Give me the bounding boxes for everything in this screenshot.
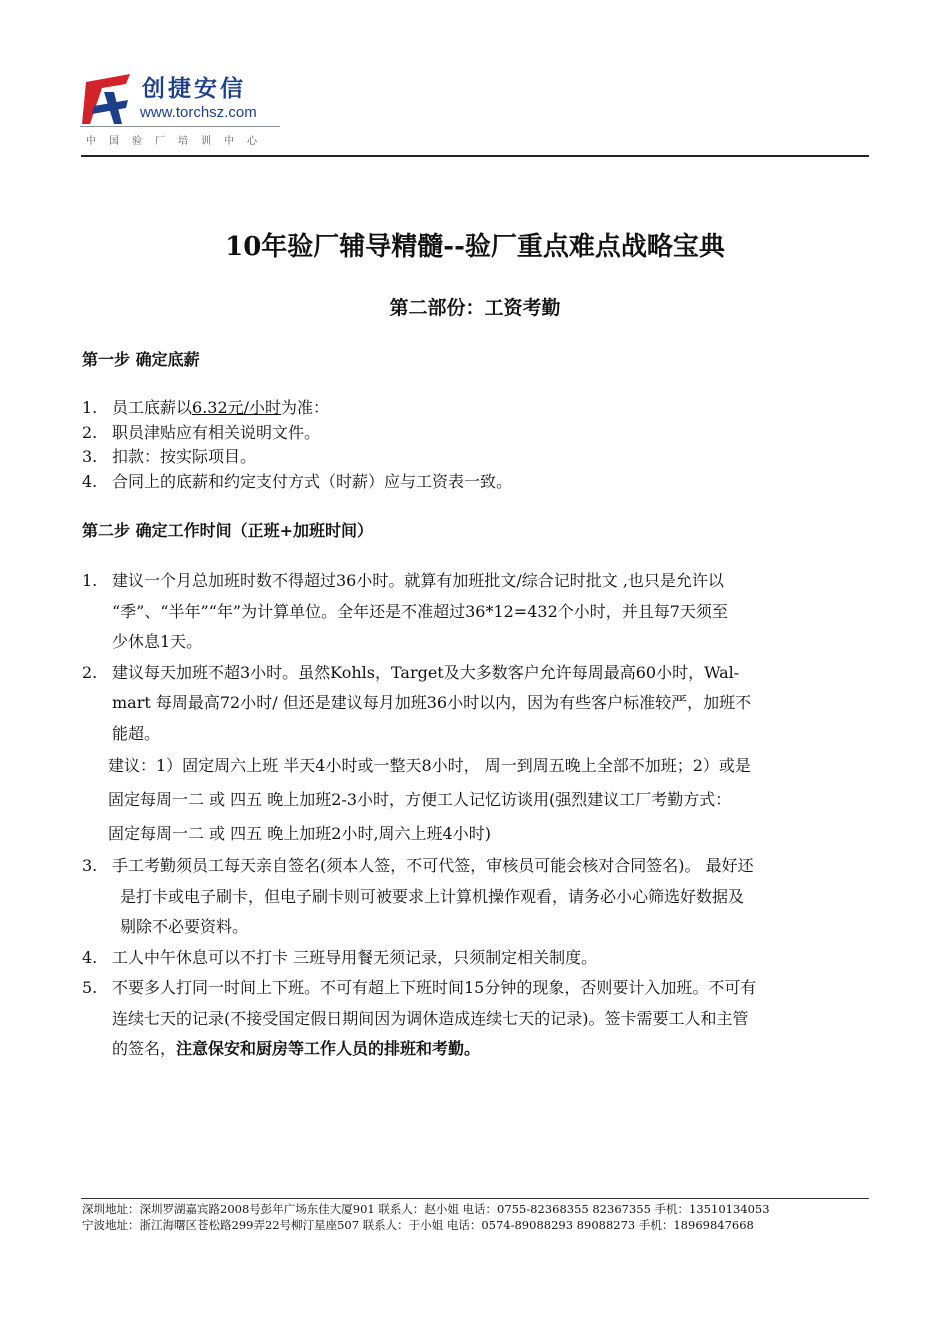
suggestion-line: 固定每周一二 或 四五 晚上加班2-3小时，方便工人记忆访谈用(强烈建议工厂考勤方式： bbox=[108, 790, 732, 809]
logo-divider bbox=[80, 126, 280, 127]
brand-url: www.torchsz.com bbox=[140, 104, 257, 121]
item-number: 3. bbox=[82, 856, 98, 875]
item-line: 手工考勤须员工每天亲自签名(须本人签，不可代签，审核员可能会核对合同签名)。 最好还 bbox=[112, 856, 754, 875]
item-text: 员工底薪以 bbox=[112, 398, 193, 417]
item-number: 2. bbox=[82, 422, 98, 442]
list-item bbox=[82, 396, 512, 421]
item-line: 不要多人打同一时间上下班。不可有超上下班时间15分钟的现象，否则要计入加班。不可有 bbox=[112, 978, 757, 997]
list-item bbox=[82, 445, 512, 470]
item-line: 少休息1天。 bbox=[112, 632, 203, 651]
item-line: 建议每天加班不超3小时。虽然Kohls，Target及大多数客户允许每周最高60小时，Wal- bbox=[112, 662, 740, 682]
torch-logo-icon bbox=[80, 70, 138, 128]
item-number: 3. bbox=[82, 447, 98, 466]
footer-contacts bbox=[82, 1201, 770, 1233]
header-divider bbox=[81, 155, 869, 157]
list-item bbox=[82, 851, 872, 943]
brand-subtitle: 中国验厂培训中心 bbox=[86, 136, 270, 147]
list-item bbox=[82, 973, 872, 1065]
list-item bbox=[82, 658, 872, 852]
footer-shenzhen-address: 深圳地址：深圳罗湖嘉宾路2008号彭年广场东佳大厦901 联系人：赵小姐 电话：0755-82368355 82367355 手机：13510134053 bbox=[82, 1202, 770, 1216]
emphasis-text: 注意保安和厨房等工作人员的排班和考勤。 bbox=[176, 1039, 481, 1058]
item-text: 扣款：按实际项目。 bbox=[112, 447, 257, 466]
company-logo bbox=[80, 66, 300, 148]
item-line: 建议一个月总加班时数不得超过36小时。就算有加班批文/综合记时批文 ,也只是允许以 bbox=[112, 571, 724, 590]
step1-heading: 第一步 确定底薪 bbox=[82, 350, 200, 369]
item-number: 1. bbox=[82, 398, 98, 417]
item-number: 2. bbox=[82, 662, 98, 682]
item-number: 4. bbox=[82, 947, 98, 967]
step1-list bbox=[82, 396, 512, 494]
section-subtitle: 第二部份：工资考勤 bbox=[389, 297, 561, 319]
item-line: 连续七天的记录(不接受国定假日期间因为调休造成连续七天的记录)。签卡需要工人和主管 bbox=[112, 1008, 749, 1028]
item-line: mart 每周最高72小时/ 但还是建议每月加班36小时以内，因为有些客户标准较严，加班不 bbox=[112, 693, 752, 712]
item-line: 剔除不必要资料。 bbox=[120, 917, 249, 936]
list-item bbox=[82, 566, 872, 658]
base-wage-value: 6.32元/小时 bbox=[192, 398, 282, 417]
step2-heading: 第二步 确定工作时间（正班+加班时间） bbox=[82, 521, 373, 540]
item-line: “季”、“半年”“年”为计算单位。全年还是不准超过36*12=432个小时，并且每7天须至 bbox=[112, 601, 728, 621]
item-text: 合同上的底薪和约定支付方式（时薪）应与工资表一致。 bbox=[112, 471, 513, 491]
suggestion-line: 固定每周一二 或 四五 晚上加班2小时,周六上班4小时) bbox=[108, 824, 491, 843]
list-item bbox=[82, 943, 872, 974]
footer-divider bbox=[81, 1198, 869, 1199]
item-number: 1. bbox=[82, 571, 98, 590]
item-text: 的签名， bbox=[112, 1039, 177, 1058]
item-text: 职员津贴应有相关说明文件。 bbox=[112, 422, 321, 442]
list-item bbox=[82, 421, 512, 446]
step2-list bbox=[82, 566, 872, 1065]
item-number: 4. bbox=[82, 471, 98, 491]
item-line: 能超。 bbox=[112, 723, 161, 743]
item-line: 工人中午休息可以不打卡 三班导用餐无须记录，只须制定相关制度。 bbox=[112, 947, 598, 967]
item-number: 5. bbox=[82, 978, 98, 997]
footer-ningbo-address: 宁波地址：浙江海曙区苍松路299弄22号柳汀星座507 联系人：于小姐 电话：0574-89088293 89088273 手机：18969847668 bbox=[82, 1218, 754, 1232]
brand-name: 创捷安信 bbox=[142, 76, 246, 102]
document-title: 10年验厂辅导精髓--验厂重点难点战略宝典 bbox=[225, 232, 725, 262]
item-text: 为准： bbox=[281, 398, 330, 417]
item-line bbox=[82, 1034, 872, 1065]
suggestion-line: 建议：1）固定周六上班 半天4小时或一整天8小时， 周一到周五晚上全部不加班；2）或是 bbox=[108, 756, 751, 775]
item-line: 是打卡或电子刷卡，但电子刷卡则可被要求上计算机操作观看，请务必小心筛选好数据及 bbox=[120, 886, 745, 906]
list-item bbox=[82, 470, 512, 495]
